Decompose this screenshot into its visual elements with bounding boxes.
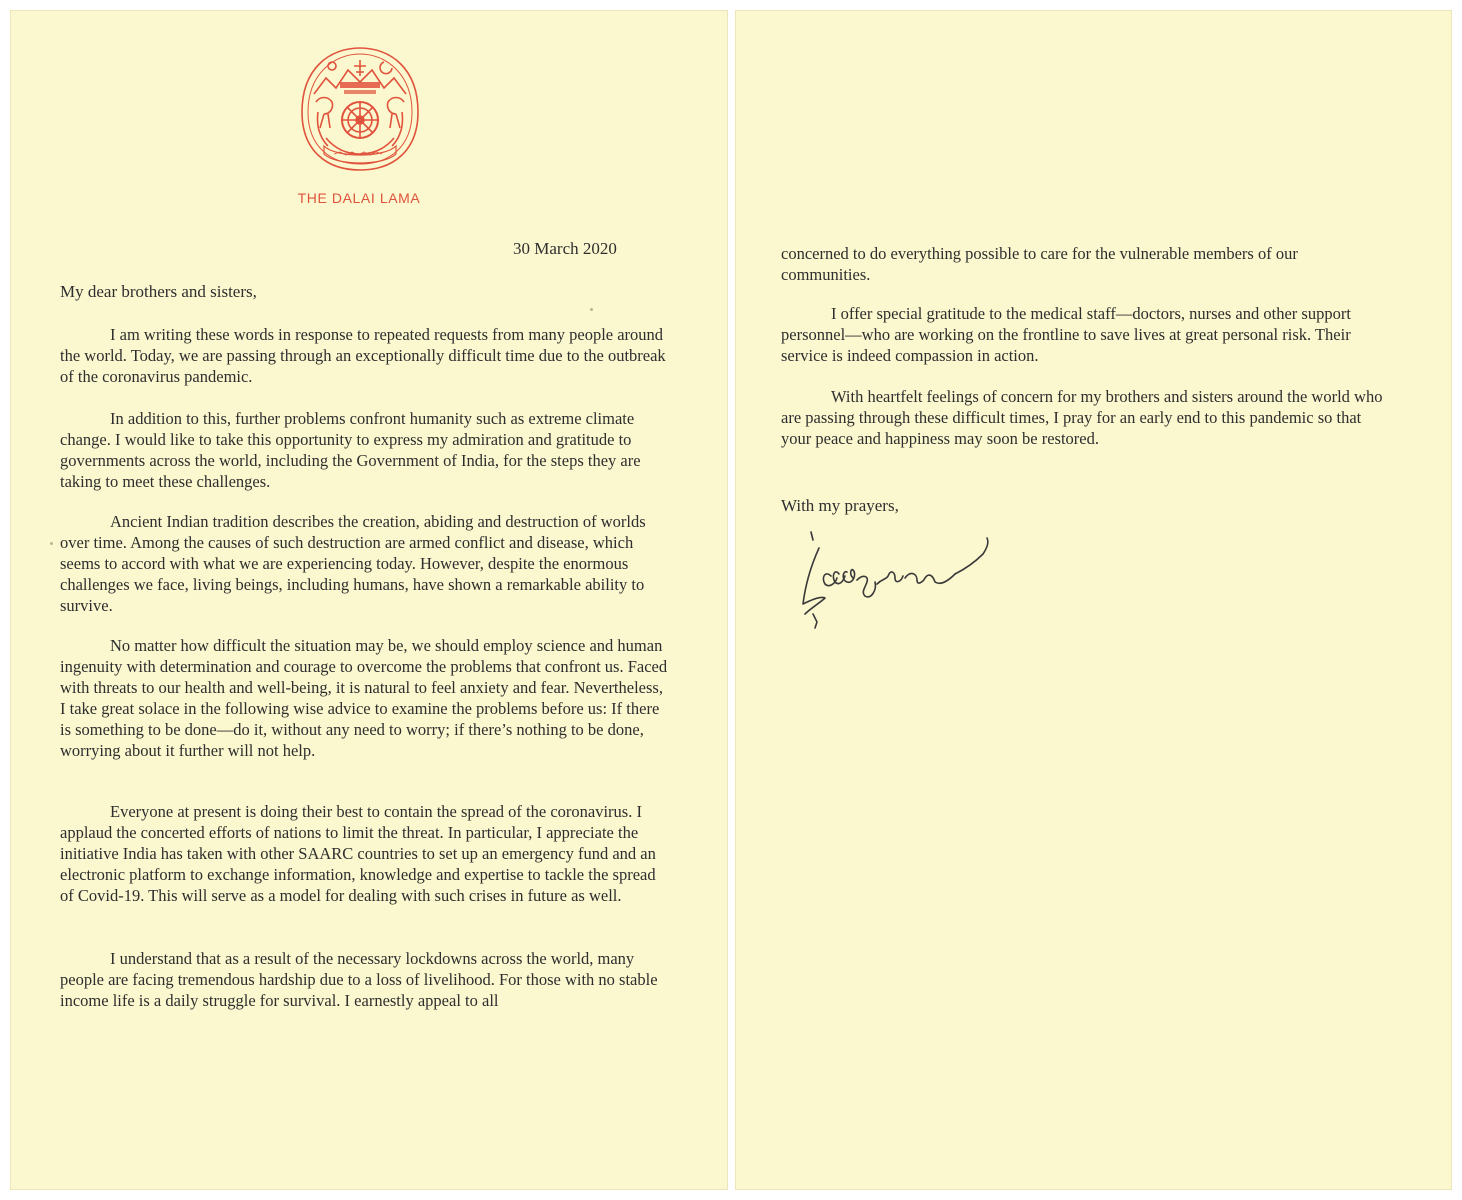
paragraph: I am writing these words in response to repeated requests from many people around the world. Today, we are passing through an exceptionally difficult time due to the outbreak of the coronavirus pandemic. bbox=[60, 325, 666, 386]
paragraph: No matter how difficult the situation may be, we should employ science and human ingenuity with determination and courage to overcome the problems that confront us. Faced with threats to our health and well-being, it is natural to feel anxiety and fear. Nevertheless, I take great solace in the following wise advice to examine the problems before us: If there is something to be done—do it, without any need to worry; if there’s nothing to be done, worrying about it further will not help. bbox=[60, 636, 668, 760]
letter-page-2 bbox=[735, 10, 1452, 1190]
closing: With my prayers, bbox=[781, 496, 899, 515]
salutation: My dear brothers and sisters, bbox=[60, 282, 257, 301]
dalai-lama-seal-icon bbox=[296, 42, 424, 176]
paragraph: I understand that as a result of the necessary lockdowns across the world, many people are facing tremendous hardship due to a loss of livelihood. For those with no stable income life is a daily struggle for survival. I earnestly appeal to all bbox=[60, 949, 658, 1010]
letterhead-name: THE DALAI LAMA bbox=[297, 190, 421, 206]
paragraph: In addition to this, further problems confront humanity such as extreme climate change. I would like to take this opportunity to express my admiration and gratitude to governments across the world, including the Government of India, for the steps they are taking to meet these challenges. bbox=[60, 409, 641, 491]
paragraph: With heartfelt feelings of concern for my brothers and sisters around the world who are passing through these difficult times, I pray for an early end to this pandemic so that your peace and happiness may soon be restored. bbox=[781, 387, 1383, 448]
paragraph: Ancient Indian tradition describes the creation, abiding and destruction of worlds over time. Among the causes of such destruction are armed conflict and disease, which seems to accord with what we are experiencing today. However, despite the enormous challenges we face, living beings, including humans, have shown a remarkable ability to survive. bbox=[60, 512, 646, 615]
handwritten-signature-icon bbox=[791, 530, 1005, 638]
letter-date: 30 March 2020 bbox=[513, 239, 617, 258]
paper-speck bbox=[590, 308, 593, 311]
letter-page-1 bbox=[10, 10, 728, 1190]
paper-speck bbox=[50, 542, 53, 545]
paragraph: I offer special gratitude to the medical staff—doctors, nurses and other support personnel—who are working on the frontline to save lives at great personal risk. Their service is indeed compassion in action. bbox=[781, 304, 1351, 365]
paragraph: Everyone at present is doing their best to contain the spread of the coronavirus. I applaud the concerted efforts of nations to limit the threat. In particular, I appreciate the initiative India has taken with other SAARC countries to set up an emergency fund and an electronic platform to exchange information, knowledge and expertise to tackle the spread of Covid-19. This will serve as a model for dealing with such crises in future as well. bbox=[60, 802, 656, 905]
paragraph: concerned to do everything possible to care for the vulnerable members of our communities. bbox=[781, 244, 1298, 284]
